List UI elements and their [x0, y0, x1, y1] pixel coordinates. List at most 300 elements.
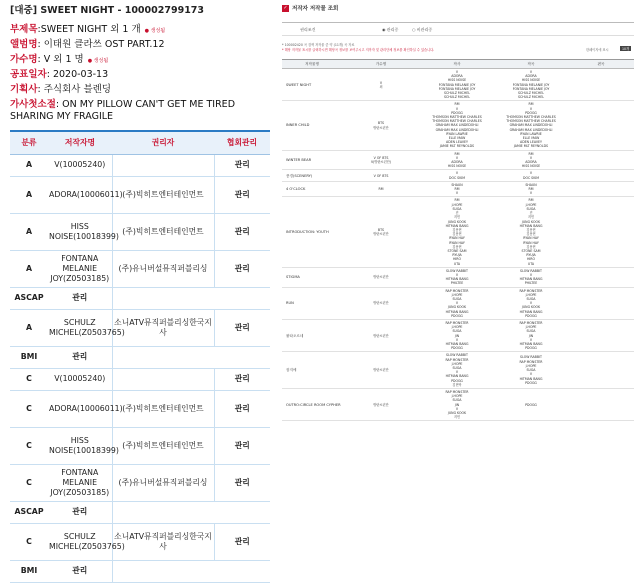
composer-cell-line: RAP MONSTER — [519, 288, 543, 293]
lyricist-cell-line: V — [455, 171, 459, 176]
table-row[interactable] — [282, 352, 634, 389]
table-row[interactable] — [282, 319, 634, 351]
field-album — [10, 39, 165, 51]
lyricist-cell-line: JUNG KOOK — [447, 411, 467, 416]
composer-cell-line: HISS NOISE — [521, 78, 541, 83]
composer-cell-line: HITMAN BANG — [519, 277, 543, 282]
lyricist-cell-line: THOMSON MATTHEW CHARLES — [432, 119, 482, 124]
arranger-cell — [568, 181, 634, 197]
category-cell: C — [10, 523, 48, 560]
song-cell[interactable]: 불타오르네 — [282, 319, 342, 351]
lyricist-cell-line: J-HOPE — [451, 325, 463, 330]
composer-cell-line: FONTANA MELANIE JOY — [512, 86, 550, 91]
lyricist-cell — [420, 101, 494, 150]
composer-cell-line: PDOGG — [525, 402, 537, 407]
right-panel — [276, 0, 640, 542]
lyricist-cell-line: ADORA — [451, 74, 463, 79]
lyricist-cell-line: RM — [454, 102, 460, 107]
author-cell: SCHULZ MICHEL(Z0503765) — [48, 309, 112, 346]
works-table — [282, 59, 634, 421]
lyricist-cell-line: V — [455, 370, 459, 375]
singer-cell-line: BTS — [377, 227, 385, 232]
empty-cell — [112, 346, 214, 368]
lyricist-cell-line: HISS NOISE — [447, 78, 467, 83]
empty-cell — [112, 501, 214, 523]
composer-cell — [494, 267, 568, 287]
manage-cell: 관리 — [214, 154, 270, 176]
composer-cell-line: THOMSON MATTHEW CHARLES — [506, 115, 556, 120]
table-row[interactable] — [282, 197, 634, 267]
singer-cell — [342, 69, 420, 101]
table-row — [10, 427, 270, 464]
singer-cell — [342, 150, 420, 170]
manage-cell: 관리 — [214, 523, 270, 560]
composer-cell-line: HITMAN BANG — [519, 309, 543, 314]
singer-cell — [342, 101, 420, 150]
composer-cell-line: V — [529, 106, 533, 111]
composer-cell — [494, 150, 568, 170]
holder-cell: (주)유니버설뮤직퍼블리싱 — [112, 464, 214, 501]
search-title: 저작자 저작물 조회 — [292, 6, 339, 12]
field-key: 기획사 — [10, 84, 38, 95]
lyricist-cell-line: RYAN HAY — [449, 240, 465, 245]
table-row[interactable] — [282, 69, 634, 101]
lyricist-cell-line: PDOGG — [451, 110, 463, 115]
singer-cell-line: 방탄소년단 — [373, 333, 389, 338]
singer-cell-line: BTS — [377, 121, 385, 126]
composer-cell-line: RM — [528, 198, 534, 203]
category-cell: C — [10, 390, 48, 427]
lyricist-cell-line: V — [455, 272, 459, 277]
field-value: : 이태원 클라쓰 OST PART.12 — [37, 39, 165, 50]
col-author: 저작자명 — [48, 131, 112, 154]
composer-cell-line: RM — [528, 151, 534, 156]
lyricist-cell-line: HITMAN BANG — [445, 341, 469, 346]
lyricist-cell-line: SUGA — [452, 206, 462, 211]
field-key: 부제목 — [10, 24, 38, 35]
composer-cell-line: 지민 — [527, 215, 535, 220]
author-cell: HISS NOISE(10018399) — [48, 213, 112, 250]
lyricist-cell-line: JAMIE MLT REYNOLDS — [439, 144, 475, 149]
composer-cell-line: GRAHAM MAX LINDEDOHLI — [509, 127, 553, 132]
lyricist-cell-line: GRAHAM MAX LINDEDOHLI — [435, 123, 479, 128]
lyricist-cell-line: PDOGG — [451, 313, 463, 318]
lyricist-cell-line: HITMAN BANG — [445, 277, 469, 282]
lyricist-cell-line: 진 — [455, 211, 459, 216]
author-cell: SCHULZ MICHEL(Z0503765) — [48, 523, 112, 560]
author-cell: V(10005240) — [48, 154, 112, 176]
author-cell: V(10005240) — [48, 368, 112, 390]
lyricist-cell — [420, 352, 494, 389]
composer-cell-line: PDOGG — [525, 380, 537, 385]
holder-cell — [112, 154, 214, 176]
composer-cell-line: SUGA — [526, 368, 536, 373]
field-key: 가사첫소절 — [10, 99, 56, 110]
table-row — [10, 309, 270, 346]
singer-cell — [342, 170, 420, 181]
category-cell: BMI — [10, 560, 48, 582]
composer-cell — [494, 170, 568, 181]
arranger-cell — [568, 389, 634, 421]
field-value: : V 외 1 명 — [37, 54, 84, 65]
author-cell: FONTANA MELANIE JOY(Z0503185) — [48, 464, 112, 501]
composer-cell-line: J-HOPE — [525, 292, 537, 297]
lyricist-cell-line: 김현탁 — [452, 382, 462, 387]
lyricist-cell-line: FONTANA MELANIE JOY — [438, 86, 476, 91]
composer-cell-line: ADEN LEAVEY — [520, 140, 542, 145]
song-cell[interactable]: 잠지에 — [282, 352, 342, 389]
table-row — [10, 154, 270, 176]
composer-cell-line: V — [529, 70, 533, 74]
table-row — [10, 390, 270, 427]
lyricist-cell-line: SCHULZ MICHEL — [443, 95, 471, 100]
lyricist-cell-line: SUGA — [452, 366, 462, 370]
lyricist-cell-line: HITMAN BANG — [445, 374, 469, 379]
composer-cell-line: PDOGG — [525, 313, 537, 318]
composer-cell-line: RAP MONSTER — [519, 359, 543, 364]
holder-cell: (주)유니버설뮤직퍼블리싱 — [112, 250, 214, 287]
col-composer: 작곡 — [494, 60, 568, 69]
composer-cell-line: J-HOPE — [525, 363, 537, 368]
composer-cell-line: PDOGG — [525, 346, 537, 351]
holder-cell: (주)빅히트엔터테인먼트 — [112, 427, 214, 464]
manage-cell: 관리 — [214, 250, 270, 287]
manage-cell: 관리 — [214, 176, 270, 213]
composer-cell-line: 김용현 — [526, 244, 536, 249]
composer-cell-line: JUNG KOOK — [521, 219, 541, 224]
category-cell: A — [10, 154, 48, 176]
song-cell[interactable]: INNER CHILD — [282, 101, 342, 150]
table-row[interactable] — [282, 150, 634, 170]
author-cell: ADORA(10006011) — [48, 390, 112, 427]
field-first-lyric — [10, 99, 268, 123]
lyricist-cell-line: 지민 — [453, 415, 461, 420]
song-cell[interactable]: 풍경(SCENERY) — [282, 170, 342, 181]
category-cell: BMI — [10, 346, 48, 368]
composer-cell — [494, 389, 568, 421]
composer-cell-line: HIRO — [526, 257, 536, 262]
song-cell[interactable]: INTRODUCTION: YOUTH — [282, 197, 342, 267]
lyricist-cell-line: ELLE MAW — [448, 136, 466, 141]
field-value: : ON MY PILLOW CAN'T GET ME TIRED SHARING MY FRAGILE — [10, 99, 236, 122]
arranger-cell — [568, 267, 634, 287]
composer-cell-line: 김용현 — [526, 232, 536, 237]
lyricist-cell-line: JIN — [454, 333, 460, 338]
singer-cell — [342, 181, 420, 197]
holder-cell: 소니ATV뮤직퍼블리싱한국지사 — [112, 523, 214, 560]
lyricist-cell-line: J-HOPE — [451, 394, 463, 399]
composer-cell-line: V — [529, 372, 533, 377]
composer-cell-line: RM — [528, 102, 534, 107]
field-release-date — [10, 69, 108, 81]
lyricist-cell-line: RYUJA — [452, 253, 462, 258]
singer-cell-line: 외 — [379, 84, 383, 89]
composer-cell-line: HITMAN BANG — [519, 223, 543, 228]
arranger-cell — [568, 69, 634, 101]
lyricist-cell-line: V — [455, 337, 459, 342]
manage-cell: 관리 — [214, 213, 270, 250]
table-row[interactable] — [282, 389, 634, 421]
composer-cell-line: V — [529, 272, 533, 277]
lyricist-cell-line: J-HOPE — [451, 292, 463, 297]
rights-table — [10, 130, 270, 583]
left-panel — [0, 0, 272, 575]
field-key: 가수명 — [10, 54, 38, 65]
composer-cell — [494, 69, 568, 101]
empty-cell — [112, 560, 214, 582]
lyricist-cell-line: V — [455, 106, 459, 111]
lyricist-cell-line: HISS NOISE — [447, 164, 467, 169]
table-header — [10, 131, 270, 154]
author-cell: ADORA(10006011) — [48, 176, 112, 213]
lyricist-cell-line: V — [455, 155, 459, 160]
composer-cell-line: HITMAN BANG — [519, 341, 543, 346]
empty-cell — [112, 287, 214, 309]
lyricist-cell-line: RM — [454, 187, 460, 192]
table-row — [10, 213, 270, 250]
lyricist-cell — [420, 69, 494, 101]
empty-cell — [214, 501, 270, 523]
lyricist-cell-line: 김용현 — [452, 227, 462, 232]
table-row — [10, 464, 270, 501]
singer-cell-line: V OF BTS — [373, 155, 389, 160]
lyricist-cell-line: RM — [454, 151, 460, 156]
lyricist-cell-line: SUGA — [452, 398, 462, 403]
composer-cell-line: SUGA — [526, 206, 536, 211]
composer-cell-line: RYAN HAY — [523, 236, 539, 241]
arranger-cell — [568, 197, 634, 267]
option-label: 권리조건 — [300, 27, 316, 32]
author-cell: FONTANA MELANIE JOY(Z0503185) — [48, 250, 112, 287]
lyricist-cell-line: SCHULZ MICHEL — [443, 91, 471, 96]
table-header — [282, 60, 634, 69]
composer-cell-line: SHAUN — [525, 182, 537, 187]
holder-cell: 소니ATV뮤직퍼블리싱한국지사 — [112, 309, 214, 346]
lyricist-cell-line: V — [455, 191, 459, 196]
singer-cell — [342, 197, 420, 267]
table-row — [10, 176, 270, 213]
composer-cell-line: 진 — [529, 211, 533, 216]
composer-cell-line: HISS NOISE — [521, 164, 541, 169]
lyricist-cell-line: 김용현 — [452, 244, 462, 249]
table-row[interactable] — [282, 287, 634, 319]
composer-cell — [494, 319, 568, 351]
composer-cell-line: PDOGG — [525, 110, 537, 115]
composer-cell-line: J-HOPE — [525, 325, 537, 330]
composer-cell-line: STONE SAM — [521, 248, 541, 253]
category-cell: ASCAP — [10, 501, 48, 523]
lyricist-cell-line: SUGA — [452, 296, 462, 301]
lyricist-cell-line: SLOW RABBIT — [446, 353, 468, 358]
lyricist-cell-line: STONE SAM — [447, 248, 467, 253]
composer-cell-line: ADORA — [525, 74, 537, 79]
empty-cell — [214, 346, 270, 368]
composer-cell-line: SUGA — [526, 296, 536, 301]
table-row[interactable] — [282, 170, 634, 181]
composer-cell-line: SCHULZ MICHEL — [517, 91, 545, 96]
composer-cell-line: V — [529, 155, 533, 160]
singer-cell-line: V(방탄소년단) — [370, 160, 392, 165]
lyricist-cell-line: 지민 — [453, 215, 461, 220]
lyricist-cell-line: RM — [454, 198, 460, 203]
singer-cell-line: RM — [378, 187, 384, 192]
manage-cell: 관리 — [214, 464, 270, 501]
song-cell[interactable]: OUTRO:CIRCLE ROOM CYPHER — [282, 389, 342, 421]
composer-cell-line: FONTANA MELANIE JOY — [512, 82, 550, 87]
singer-cell — [342, 267, 420, 287]
lyricist-cell-line: JIN — [454, 402, 460, 407]
option-row — [282, 22, 634, 36]
singer-cell-line: 방탄소년단 — [373, 232, 389, 237]
lyricist-cell-line: HITMAN BANG — [445, 223, 469, 228]
lyricist-cell-line: SLOW RABBIT — [446, 268, 468, 273]
composer-cell-line: DOC SKIM — [522, 175, 539, 180]
composer-cell-line: SLOW RABBIT — [520, 268, 542, 273]
composer-cell-line: ELLE MAW — [522, 136, 540, 141]
singer-cell-line: 방탄소년단 — [373, 368, 389, 373]
radio-managed[interactable]: ◉ 관리중 — [382, 27, 399, 32]
table-row — [10, 346, 270, 368]
manage-cell: 관리 — [214, 309, 270, 346]
singer-cell-line: V — [379, 80, 383, 85]
composer-cell-line: SCHULZ MICHEL — [517, 95, 545, 100]
composer-cell — [494, 287, 568, 319]
lyricist-cell-line: THOMSON MATTHEW CHARLES — [432, 115, 482, 120]
col-arranger: 편곡 — [568, 60, 634, 69]
page-size-label: 한페이지에 표시 — [586, 48, 609, 52]
lyricist-cell-line: PDOGG — [451, 346, 463, 351]
result-note-red: * 해당 저작물 표시를 클릭하시면 해당곡 정보를 보여주시고 저작자 및 관리단체 정보를 확인하실 수 있습니다. — [282, 48, 435, 52]
lyricist-cell-line: RAP MONSTER — [445, 357, 469, 362]
lyricist-cell — [420, 267, 494, 287]
composer-cell-line: RYUJA — [526, 253, 536, 258]
category-cell: C — [10, 464, 48, 501]
col-song: 저작물명 — [282, 60, 342, 69]
radio-unmanaged[interactable]: ○ 비관리중 — [412, 27, 433, 32]
lyricist-cell-line: RYAN HAY — [449, 236, 465, 241]
empty-cell — [214, 560, 270, 582]
lyricist-cell-line: HITMAN BANG — [445, 309, 469, 314]
arranger-cell — [568, 150, 634, 170]
composer-cell-line: 김용현 — [526, 227, 536, 232]
table-row[interactable] — [282, 101, 634, 150]
holder-cell: (주)빅히트엔터테인먼트 — [112, 176, 214, 213]
author-cell: HISS NOISE(10018399) — [48, 427, 112, 464]
category-cell: A — [10, 176, 48, 213]
table-row — [10, 368, 270, 390]
composer-cell-line: THOMSON MATTHEW CHARLES — [506, 119, 556, 124]
lyricist-cell-line: FONTANA MELANIE JOY — [438, 82, 476, 87]
composer-cell — [494, 181, 568, 197]
lyricist-cell-line: V — [455, 70, 459, 74]
singer-cell — [342, 352, 420, 389]
composer-cell-line: HITMAN BANG — [519, 376, 543, 381]
singer-cell-line: V OF BTS — [373, 173, 389, 178]
lyricist-cell — [420, 181, 494, 197]
field-subtitle — [10, 24, 165, 37]
song-cell[interactable]: 4 O'CLOCK — [282, 181, 342, 197]
lyricist-cell-line: RAP MONSTER — [445, 320, 469, 325]
singer-cell — [342, 319, 420, 351]
lyricist-cell-line: RYAN LAWRIE — [446, 131, 468, 136]
lyricist-cell-line: PHILTEE — [450, 281, 464, 286]
col-lyricist: 작사 — [420, 60, 494, 69]
composer-cell-line: V — [529, 337, 533, 342]
result-note: * 100002420 곡 검색 저작물 중 약 (11개) 곡 자료 — [282, 43, 355, 47]
composer-cell-line: SUGA — [526, 329, 536, 334]
composer-cell-line: J-HOPE — [525, 202, 537, 207]
field-value: : 2020-03-13 — [46, 69, 109, 80]
status-badge: ● 생성됨 — [87, 58, 109, 64]
lyricist-cell-line: ADORA — [451, 160, 463, 165]
lyricist-cell-line: UTA — [453, 261, 461, 266]
lyricist-cell-line: SHAUN — [451, 182, 463, 187]
check-icon: ✓ — [283, 5, 288, 11]
search-header — [282, 4, 338, 12]
table-row[interactable] — [282, 267, 634, 287]
lyricist-cell-line: RAP MONSTER — [445, 288, 469, 293]
col-category: 분류 — [10, 131, 48, 154]
lyricist-cell-line: ADEN LEAVEY — [446, 140, 468, 145]
manage-cell: 관리 — [214, 368, 270, 390]
field-agency — [10, 84, 111, 96]
composer-cell-line: RM — [528, 187, 534, 192]
lyricist-cell-line: PDOGG — [451, 378, 463, 383]
lyricist-cell — [420, 197, 494, 267]
table-row[interactable] — [282, 181, 634, 197]
song-cell[interactable]: RUN — [282, 287, 342, 319]
lyricist-cell-line: V — [455, 406, 459, 411]
manage-cell: 관리 — [48, 287, 112, 309]
singer-cell-line: 방탄소년단 — [373, 402, 389, 407]
composer-cell-line: SLOW RABBIT — [520, 355, 542, 360]
arranger-cell — [568, 352, 634, 389]
song-cell[interactable]: WINTER BEAR — [282, 150, 342, 170]
category-cell: C — [10, 368, 48, 390]
composer-cell — [494, 101, 568, 150]
category-cell: A — [10, 250, 48, 287]
page-size-select[interactable]: 10개 — [622, 47, 630, 51]
composer-cell-line: V — [529, 171, 533, 176]
lyricist-cell-line: JUNG KOOK — [447, 305, 467, 310]
lyricist-cell — [420, 287, 494, 319]
col-singer: 가수명 — [342, 60, 420, 69]
status-badge: ● 생성됨 — [144, 28, 166, 34]
composer-cell-line: V — [529, 191, 533, 196]
song-cell[interactable]: SWEET NIGHT — [282, 69, 342, 101]
composer-cell-line: V — [529, 301, 533, 306]
col-holder: 권리자 — [112, 131, 214, 154]
table-row — [10, 560, 270, 582]
arranger-cell — [568, 287, 634, 319]
singer-cell-line: 방탄소년단 — [373, 301, 389, 306]
singer-cell-line: 방탄소년단 — [373, 125, 389, 130]
lyricist-cell-line: SUGA — [452, 329, 462, 334]
table-row — [10, 501, 270, 523]
composer-cell-line: JAMIE MLT REYNOLDS — [513, 144, 549, 149]
lyricist-cell-line: V — [455, 301, 459, 306]
manage-cell: 관리 — [48, 346, 112, 368]
table-row — [10, 523, 270, 560]
song-cell[interactable]: STIGMA — [282, 267, 342, 287]
manage-cell: 관리 — [48, 501, 112, 523]
category-cell: ASCAP — [10, 287, 48, 309]
lyricist-cell-line: GRAHAM MAX LINDEDOHLI — [435, 127, 479, 132]
field-key: 앨범명 — [10, 39, 38, 50]
holder-cell — [112, 368, 214, 390]
singer-cell — [342, 389, 420, 421]
category-cell: C — [10, 427, 48, 464]
